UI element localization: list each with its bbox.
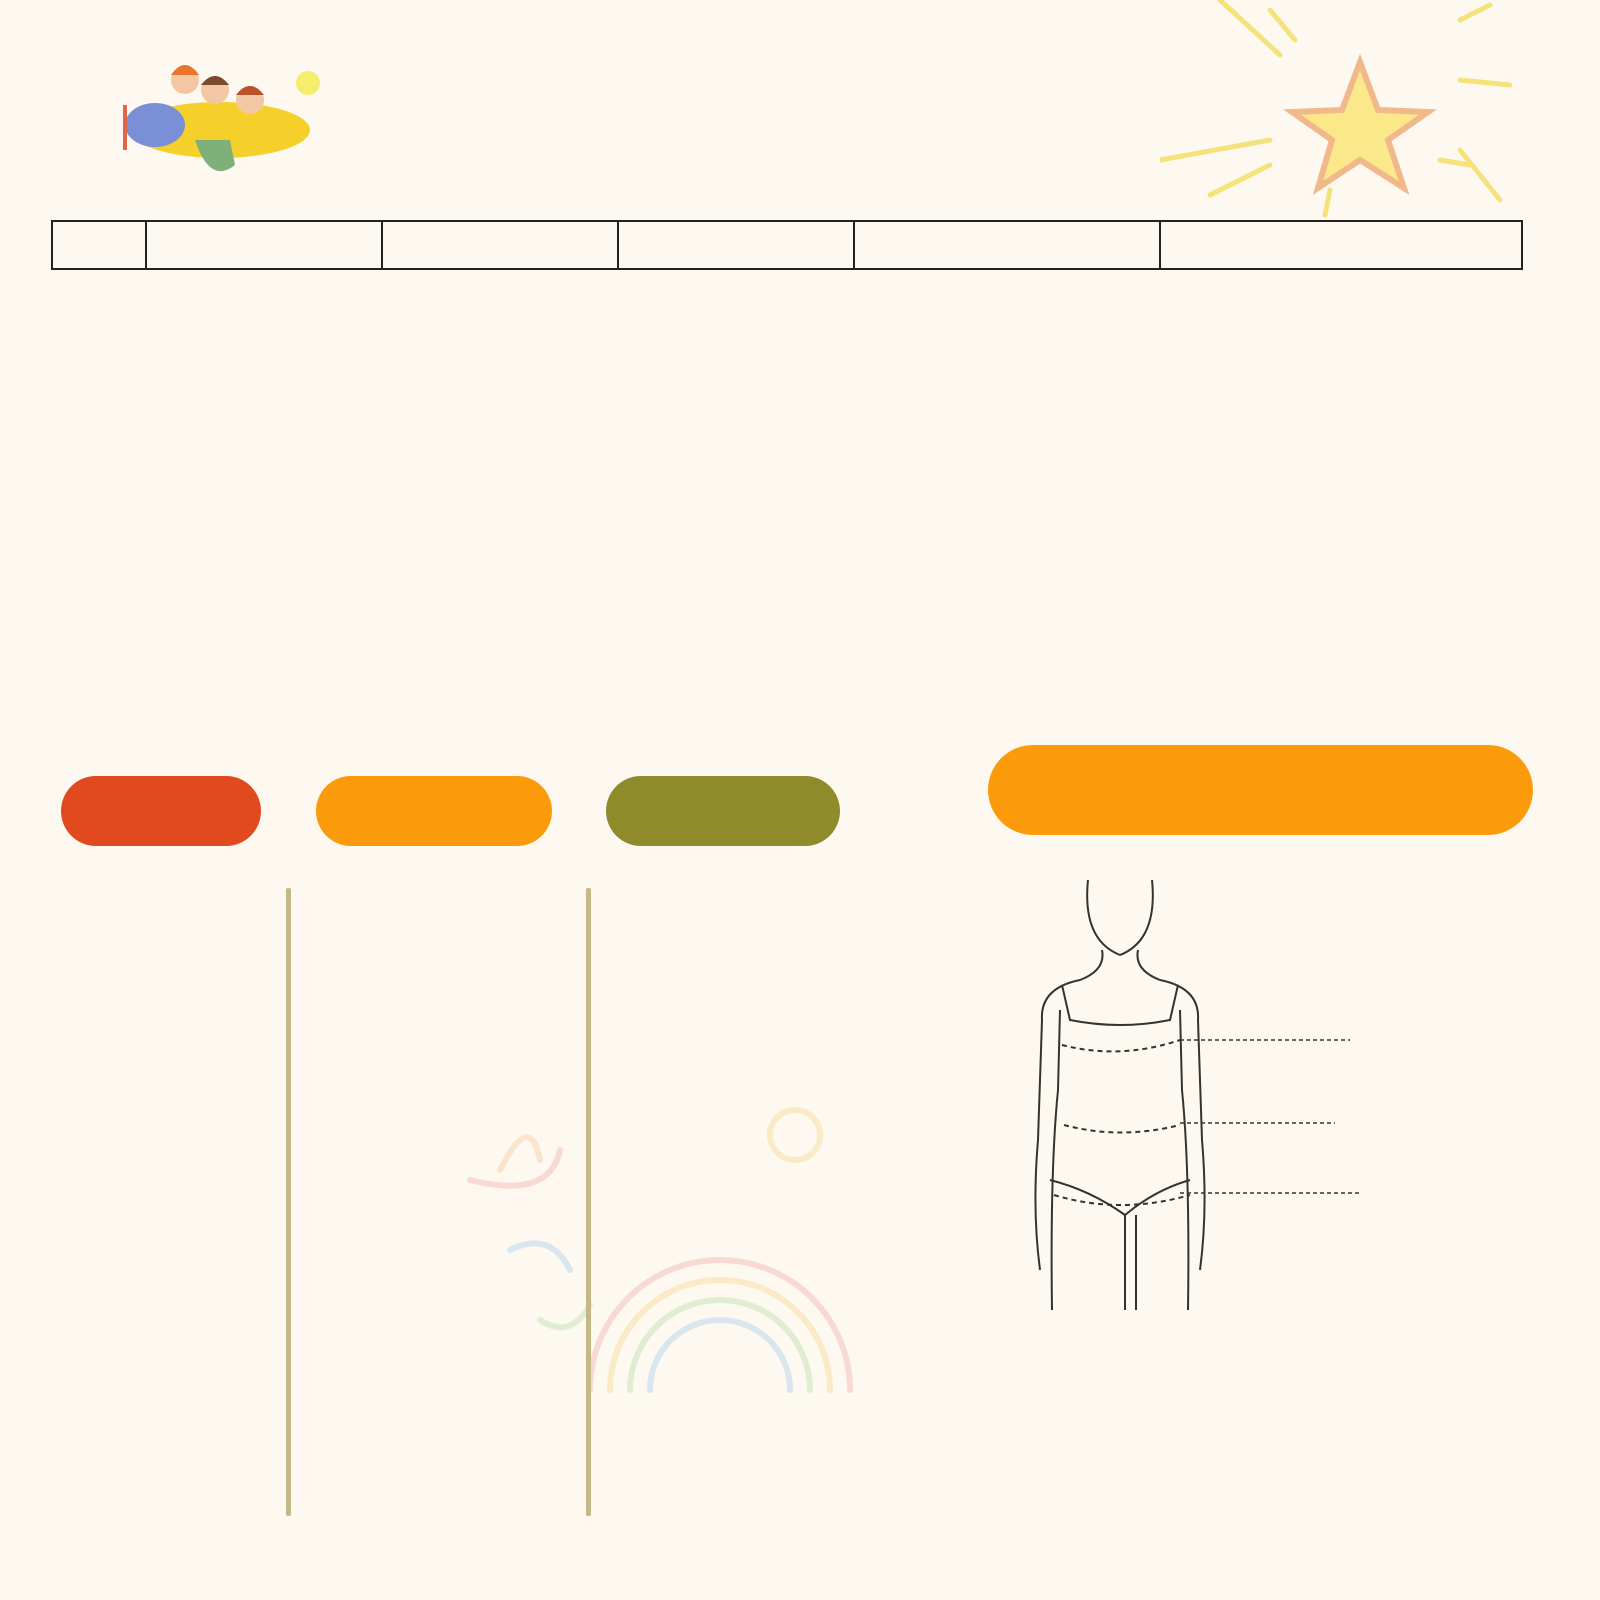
- header-bottoms-length: [854, 221, 1160, 269]
- table-header-row: [52, 221, 1522, 269]
- header-waist: [382, 221, 618, 269]
- page-title: [510, 14, 544, 124]
- header-bust: [146, 221, 382, 269]
- bunting-decoration: [40, 738, 880, 778]
- size-table: [51, 220, 1523, 270]
- how-to-measure-banner: [988, 745, 1533, 835]
- size-header-pill: [61, 776, 261, 846]
- column-divider: [286, 888, 291, 1516]
- header-size: [52, 221, 146, 269]
- header-length: [618, 221, 854, 269]
- kids-airplane-illustration: [115, 45, 330, 185]
- age-header-pill: [606, 776, 840, 846]
- header-recommended-age: [1160, 221, 1522, 269]
- height-header-pill: [316, 776, 552, 846]
- doodle-background: [440, 1090, 860, 1510]
- star-illustration: [1160, 0, 1520, 220]
- column-divider: [586, 888, 591, 1516]
- measurement-leader-lines: [1180, 1030, 1360, 1200]
